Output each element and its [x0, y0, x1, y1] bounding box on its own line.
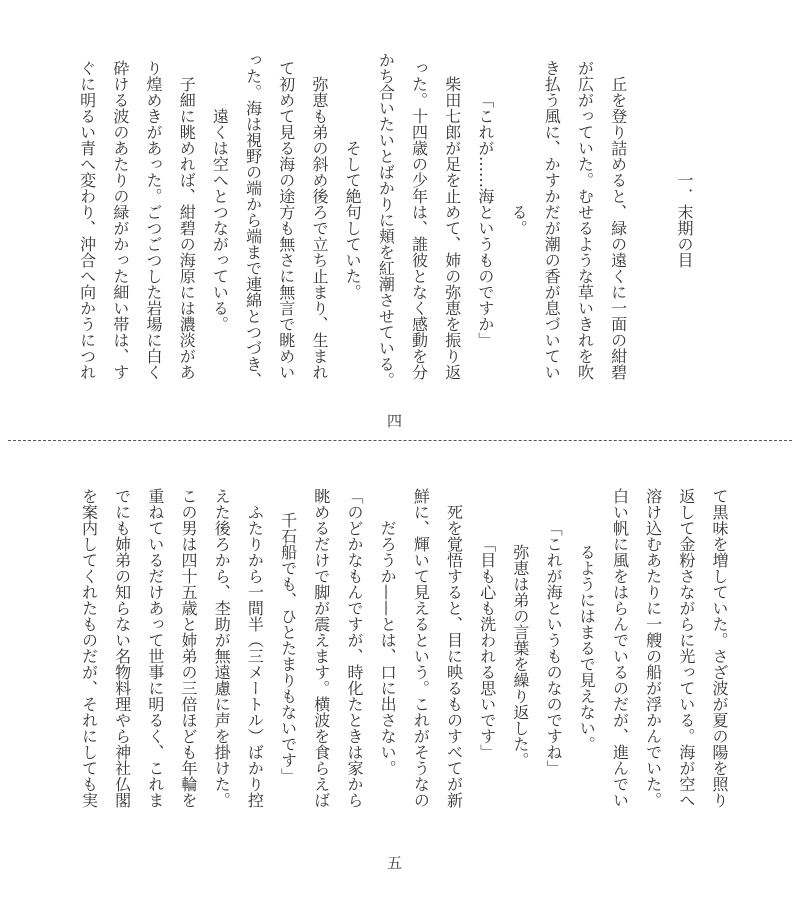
text-column: だろうか——とは、口に出さない。: [378, 520, 398, 776]
text-column: 千石船でも、ひとたまりもないです」: [278, 512, 298, 784]
text-column: 「これが海というものなのですね」: [544, 520, 564, 776]
text-column: て初めて見る海の途方も無さに無言で眺めい: [276, 60, 296, 380]
text-column: て黒味を増していた。さざ波が夏の陽を照り: [710, 488, 729, 808]
page-divider: [8, 440, 792, 441]
page-number-top: 四: [387, 412, 403, 430]
text-column: 遠くは空へとつながっている。: [210, 108, 230, 332]
text-column: が広がっていた。むせるような草いきれを吹: [575, 60, 595, 380]
text-column: 弥恵も弟の斜め後ろで立ち止まり、生まれ: [309, 60, 329, 380]
text-column: でにも姉弟の知らない名物料理やら神社仏閣: [112, 488, 132, 808]
text-column: るようにはまるで見えない。: [577, 544, 597, 752]
text-column: 弥恵は弟の言葉を繰り返した。: [510, 528, 530, 768]
text-column: この男は四十五歳と姉弟の三倍ほども年輪を: [179, 488, 198, 808]
text-column: 白い帆に風をはらんでいるのだが、進んでい: [610, 488, 630, 808]
text-column: り煌めきがあった。ごつごつした岩場に白く: [144, 60, 163, 380]
text-column: かち合いたいとばかりに頬を紅潮させている。: [376, 52, 396, 388]
text-column: えた後ろから、杢助が無遠慮に声を掛けた。: [212, 488, 232, 808]
text-column: 丘を登り詰めると、緑の遠くに一面の紺碧: [608, 60, 628, 380]
text-column: った。海は視野の端から端まで連綿とつづき、: [243, 52, 263, 388]
chapter-heading: 一．末期の目: [675, 172, 694, 268]
text-column: 溶け込むあたりに一艘の船が浮かんでいた。: [643, 488, 663, 808]
text-column: 子細に眺めれば、紺碧の海原には濃淡があ: [177, 60, 197, 380]
text-column: 「これが……海というものですか」: [475, 92, 495, 348]
text-column: 返して金粉さながらに光っている。海が空へ: [676, 488, 696, 808]
page-number-bottom: 五: [387, 854, 403, 872]
text-column: き払う風に、かすかだが潮の香が息づいてい: [542, 60, 562, 380]
text-column: 重ねているだけあって世事に明るく、これま: [145, 488, 165, 808]
text-column: った。十四歳の少年は、誰彼となく感動を分: [409, 60, 429, 380]
page-bottom-text: [63, 478, 727, 818]
text-column: ぐに明るい青へ変わり、沖合へ向かうにつれ: [77, 60, 97, 380]
text-column: そして絶句していた。: [343, 140, 363, 300]
text-column: 「のどかなもんですが、時化たときは家から: [344, 488, 364, 808]
text-column: ふたりから一間半（三メートル）ばかり控: [245, 488, 265, 808]
text-column: 砕ける波のあたりの緑がかった細い帯は、す: [110, 60, 130, 380]
text-column: る。: [509, 204, 529, 236]
text-column: 死を覚悟すると、目に映るものすべてが新: [444, 488, 464, 808]
text-column: を案内してくれたものだが、それにしても実: [79, 488, 99, 808]
page-top-text: [61, 52, 694, 388]
text-column: 鮮に、輝いて見えるという。これがそうなの: [411, 488, 431, 808]
text-column: 眺めるだけで脚が震えます。横波を食らえば: [311, 488, 331, 808]
text-column: 柴田七郎が足を止めて、姉の弥恵を振り返: [442, 60, 462, 380]
text-column: 「目も心も洗われる思いです」: [477, 536, 497, 760]
text-column: [626, 55, 659, 385]
